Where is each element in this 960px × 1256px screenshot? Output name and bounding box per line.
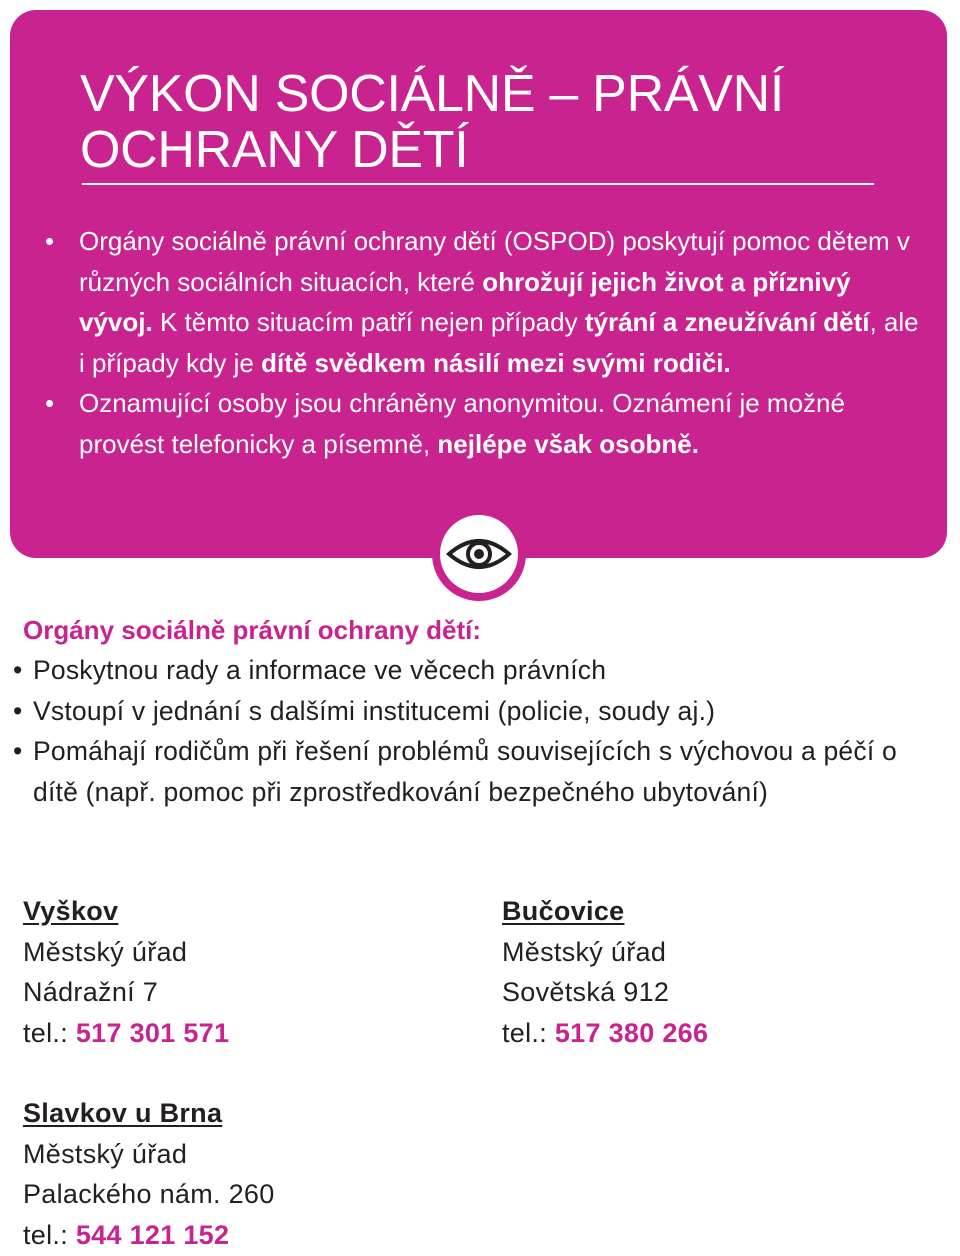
- office-address: Nádražní 7: [23, 977, 159, 1007]
- phone-number: 517 301 571: [75, 1017, 230, 1048]
- office-name: Městský úřad: [502, 936, 667, 967]
- office-vyskov: [23, 891, 229, 1053]
- office-address: Sovětská 912: [502, 977, 670, 1007]
- intro-item-anonymity: [79, 383, 919, 464]
- list-item: • Pomáhají rodičům při řešení problémů souvisejících s výchovou a péčí o dítě (např. pomoc při zprostředkování bezpečného ubytování): [33, 731, 933, 812]
- page-title: [80, 66, 784, 178]
- eye-badge: [432, 507, 526, 601]
- office-address: Palackého nám. 260: [23, 1179, 275, 1209]
- intro-text: Oznamující osoby jsou chráněny anonymitou. Oznámení je možné provést telefonicky a písemně,: [79, 388, 845, 459]
- intro-emphasis: týrání a zneužívání dětí: [584, 307, 870, 337]
- intro-text: , ale i případy kdy je: [79, 307, 919, 378]
- list-item: • Poskytnou rady a informace ve věcech právních: [33, 650, 933, 691]
- title-line-2: OCHRANY DĚTÍ: [80, 121, 469, 179]
- office-name: Městský úřad: [23, 1138, 188, 1169]
- intro-item-ospod: [79, 221, 919, 383]
- eye-badge-inner: [440, 515, 518, 593]
- intro-list: [79, 221, 919, 464]
- office-town: Slavkov u Brna: [23, 1098, 223, 1128]
- list-item: • Vstoupí v jednání s dalšími institucemi (policie, soudy aj.): [33, 691, 933, 732]
- office-slavkov: [23, 1093, 275, 1255]
- intro-emphasis: ohrožují jejich život a příznivý vývoj.: [79, 266, 851, 337]
- office-phone-line: [23, 1013, 229, 1054]
- intro-emphasis: dítě svědkem násilí mezi svými rodiči.: [261, 347, 731, 378]
- office-name: Městský úřad: [23, 936, 188, 967]
- office-bucovice: [502, 891, 708, 1053]
- title-line-1: VÝKON SOCIÁLNĚ – PRÁVNÍ: [80, 65, 784, 123]
- phone-label: tel.:: [23, 1017, 76, 1048]
- duties-heading: Orgány sociálně právní ochrany dětí:: [23, 615, 482, 645]
- duties-list: [33, 650, 933, 812]
- office-town: Vyškov: [23, 896, 119, 926]
- intro-emphasis: nejlépe však osobně.: [437, 428, 699, 459]
- phone-label: tel.:: [502, 1017, 555, 1048]
- phone-label: tel.:: [23, 1219, 76, 1250]
- intro-text: Orgány sociálně právní ochrany dětí (OSPOD) poskytují pomoc dětem v různých sociálních situacích, které: [79, 226, 910, 297]
- phone-number: 544 121 152: [75, 1219, 230, 1250]
- title-divider: [82, 183, 874, 185]
- eye-icon: [446, 534, 512, 574]
- intro-text: K těmto situacím patří nejen případy: [152, 307, 585, 337]
- office-phone-line: [502, 1013, 708, 1054]
- office-town: Bučovice: [502, 896, 625, 926]
- phone-number: 517 380 266: [554, 1017, 709, 1048]
- office-phone-line: [23, 1215, 275, 1256]
